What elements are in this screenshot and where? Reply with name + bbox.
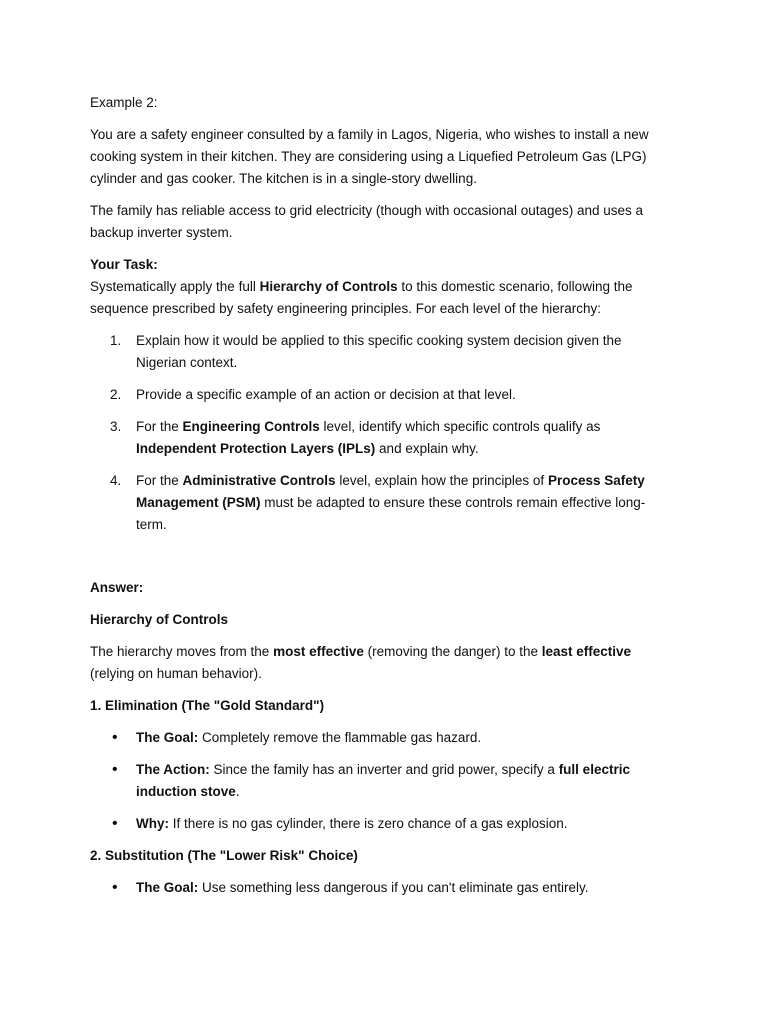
task-item-4-number: 4. [110, 473, 122, 488]
bullet-marker: • [112, 879, 118, 896]
task-instruction: Systematically apply the full Hierarchy of Controls to this domestic scenario, following the sequence prescribed by safety engineering principles. For each level of the hierarchy: [90, 279, 633, 316]
task-item-1: Explain how it would be applied to this specific cooking system decision given the Nigerian context. [136, 333, 622, 370]
elimination-why: Why: If there is no gas cylinder, there is zero chance of a gas explosion. [136, 816, 568, 831]
task-item-2: Provide a specific example of an action or decision at that level. [136, 387, 516, 402]
substitution-heading: 2. Substitution (The "Lower Risk" Choice) [90, 848, 358, 863]
answer-heading: Answer: [90, 580, 144, 595]
bullet-marker: • [112, 729, 118, 746]
hierarchy-heading: Hierarchy of Controls [90, 612, 229, 627]
task-hierarchy-emphasis: Hierarchy of Controls [259, 279, 398, 294]
elimination-goal: The Goal: Completely remove the flammable gas hazard. [136, 730, 482, 745]
substitution-goal: The Goal: Use something less dangerous if you can't eliminate gas entirely. [136, 880, 589, 895]
task-heading: Your Task: [90, 257, 158, 272]
intro-paragraph-2: The family has reliable access to grid electricity (though with occasional outages) and uses a backup inverter system. [90, 203, 644, 240]
task-item-3-number: 3. [110, 419, 122, 434]
task-item-4: For the Administrative Controls level, explain how the principles of Process Safety Management (PSM) must be adapted to ensure these controls remain effective long-term. [136, 473, 646, 532]
elimination-heading: 1. Elimination (The "Gold Standard") [90, 698, 325, 713]
hierarchy-description: The hierarchy moves from the most effective (removing the danger) to the least effective (relying on human behavior). [90, 644, 632, 681]
task-item-1-number: 1. [110, 333, 122, 348]
task-item-3: For the Engineering Controls level, identify which specific controls qualify as Independent Protection Layers (IPLs) and explain why. [136, 419, 601, 456]
elimination-action: The Action: Since the family has an inverter and grid power, specify a full electric induction stove. [136, 762, 630, 799]
task-item-2-number: 2. [110, 387, 122, 402]
intro-paragraph-1: You are a safety engineer consulted by a family in Lagos, Nigeria, who wishes to install a new cooking system in their kitchen. They are considering using a Liquefied Petroleum Gas (LPG) cylinder and gas cooker. The kitchen is in a single-story dwelling. [90, 127, 649, 186]
bullet-marker: • [112, 761, 118, 778]
bullet-marker: • [112, 815, 118, 832]
example-label: Example 2: [90, 95, 158, 110]
